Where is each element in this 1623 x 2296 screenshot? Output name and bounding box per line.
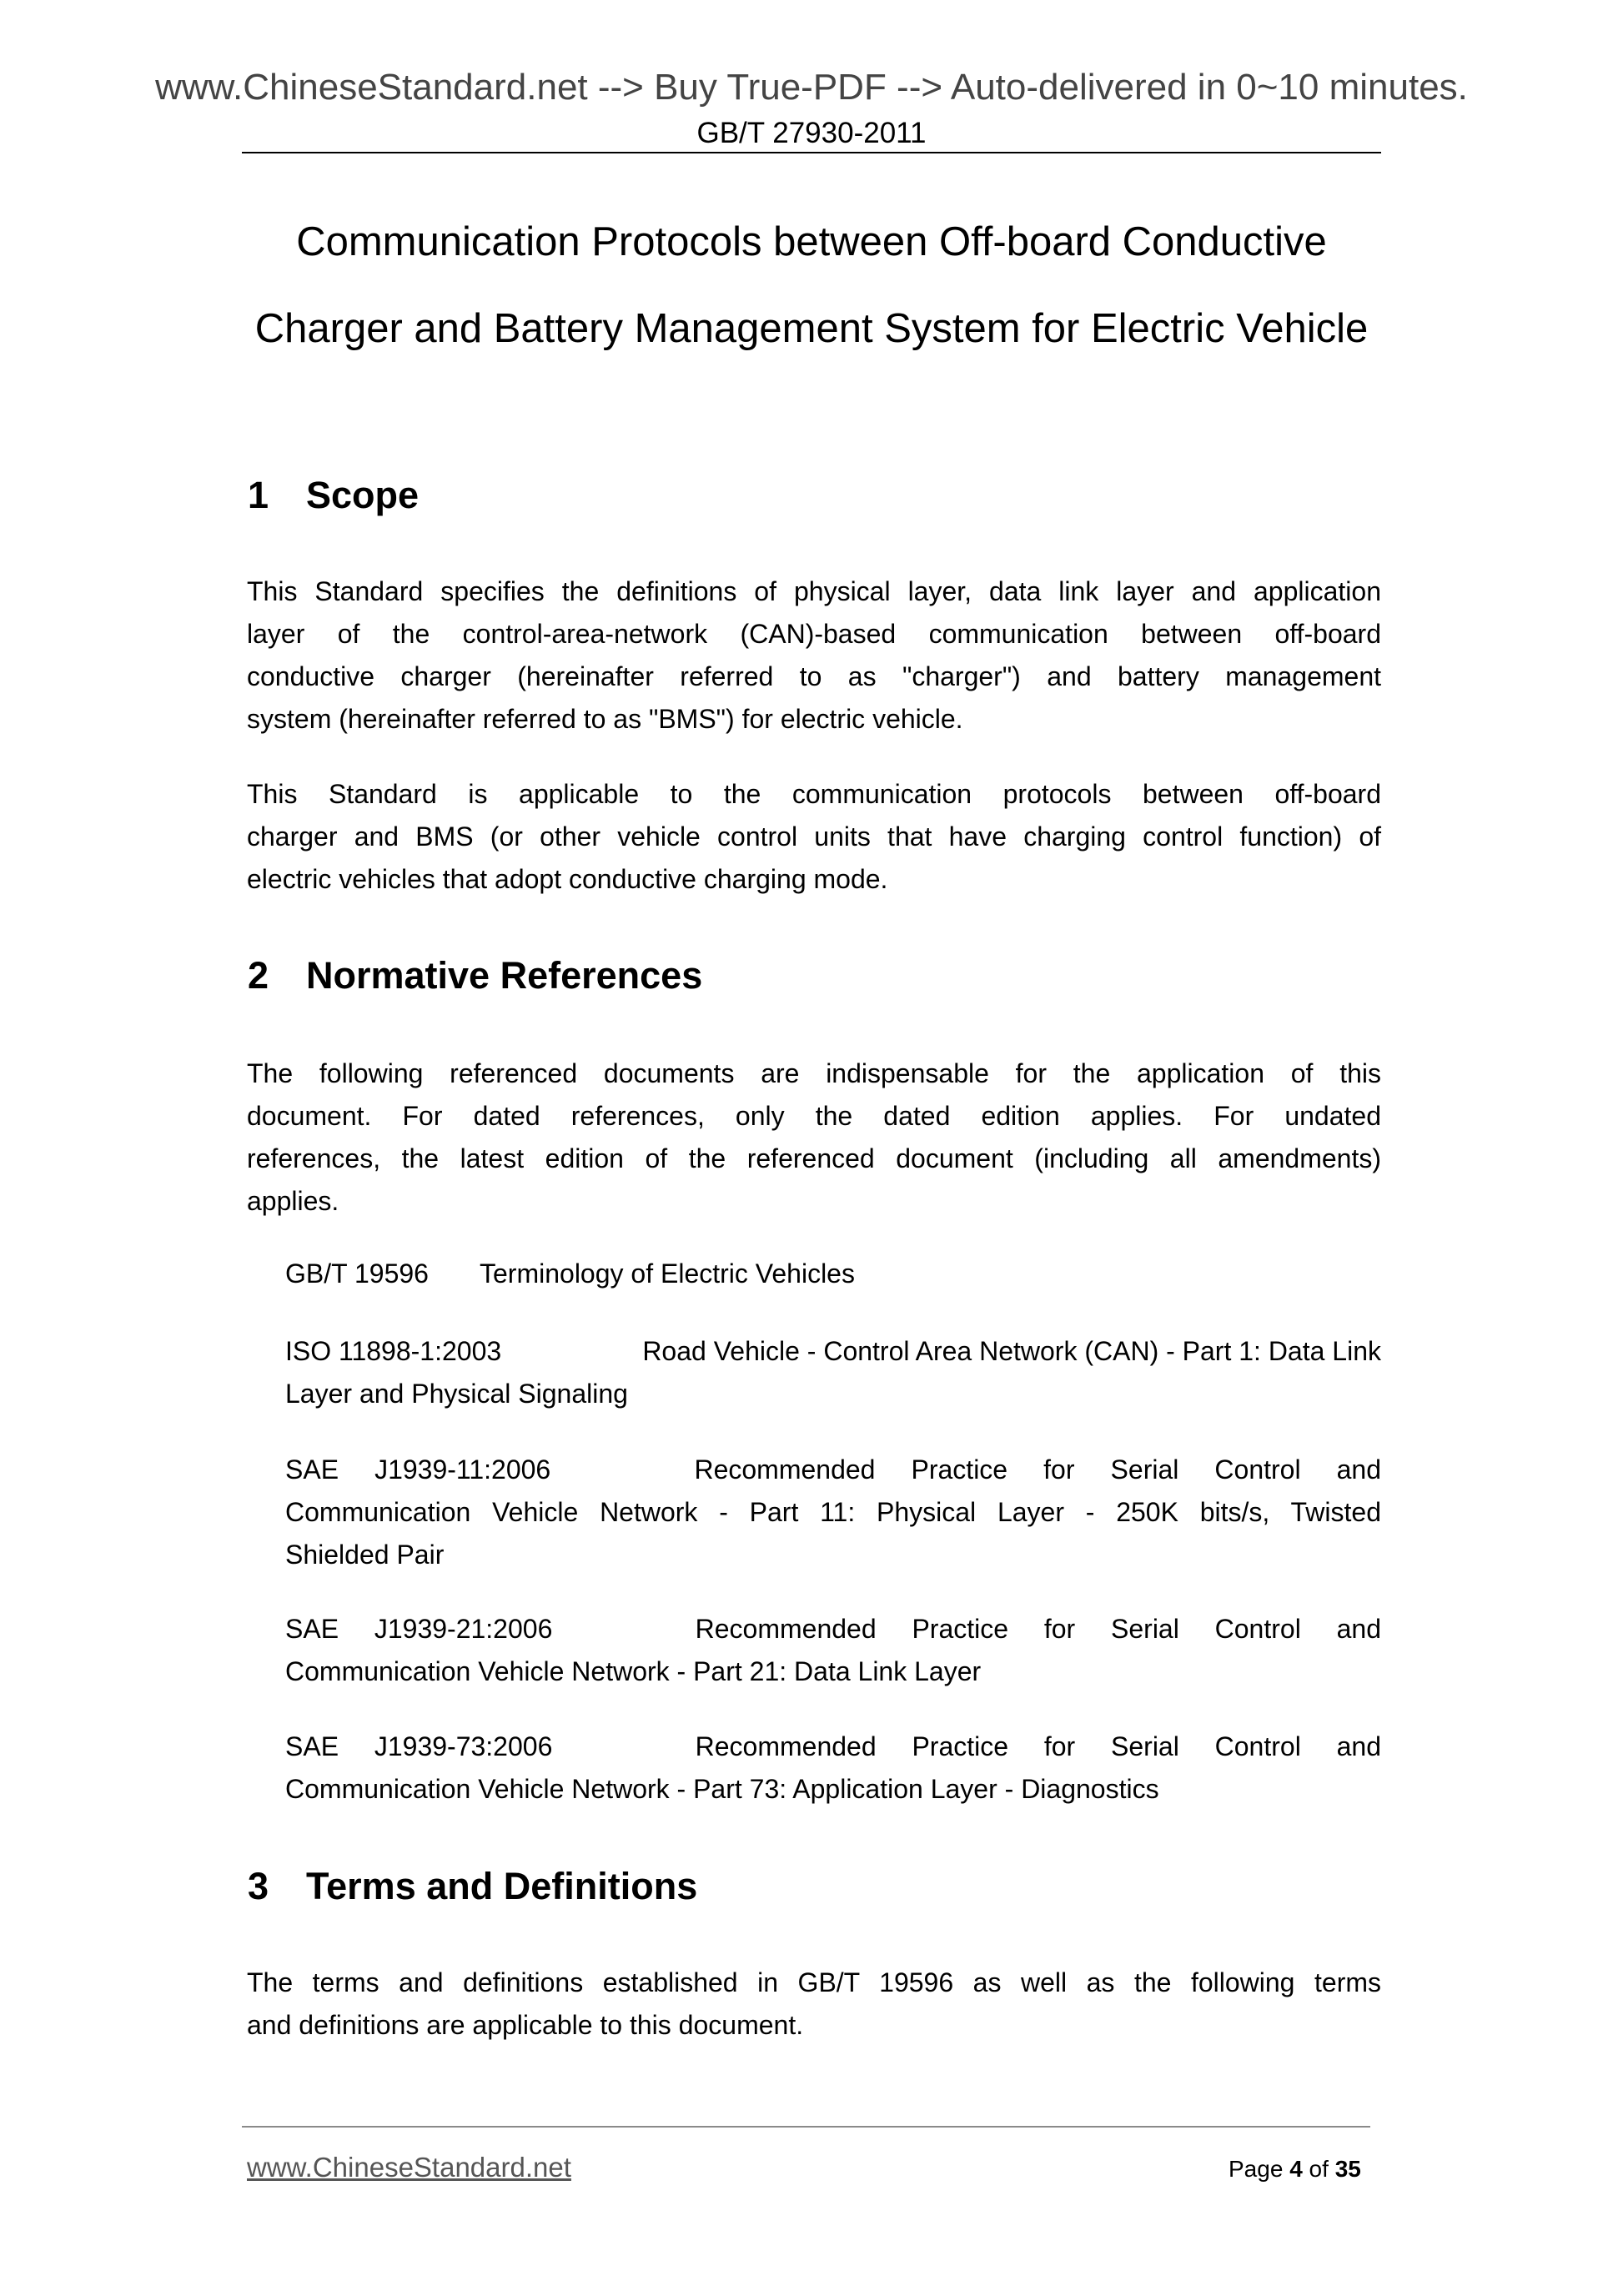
reference-title: Road Vehicle - Control Area Network (CAN) - Part 1: Data Link: [642, 1336, 1381, 1366]
reference-title: Recommended Practice for Serial Control and: [694, 1454, 1382, 1485]
paragraph-line: conductive charger (hereinafter referred to as "charger") and battery management: [247, 661, 1381, 691]
page-total: 35: [1334, 2156, 1361, 2182]
reference-title: Recommended Practice for Serial Control and: [695, 1614, 1382, 1644]
reference-item: [285, 1334, 1381, 1368]
footer-divider: [242, 2126, 1370, 2128]
reference-title-continued: Shielded Pair: [285, 1540, 445, 1570]
reference-title-continued: Layer and Physical Signaling: [285, 1379, 628, 1409]
reference-code: SAE J1939-73:2006: [285, 1731, 553, 1761]
reference-item: [285, 1257, 1381, 1290]
page-label: Page: [1229, 2156, 1284, 2182]
paragraph-line: electric vehicles that adopt conductive charging mode.: [247, 864, 888, 894]
footer-website-link[interactable]: www.ChineseStandard.net: [247, 2152, 571, 2183]
paragraph-line: and definitions are applicable to this document.: [247, 2010, 804, 2040]
page-indicator: [1229, 2155, 1361, 2183]
reference-code: SAE J1939-21:2006: [285, 1614, 553, 1644]
header-divider: [242, 152, 1381, 153]
section-title: Scope: [306, 474, 420, 516]
reference-title: Terminology of Electric Vehicles: [480, 1259, 855, 1289]
page-of-label: of: [1309, 2156, 1329, 2182]
reference-title-continued: Communication Vehicle Network - Part 21: Data Link Layer: [285, 1656, 982, 1686]
document-title-line-1: Communication Protocols between Off-board Conductive: [296, 219, 1327, 264]
paragraph-line: system (hereinafter referred to as "BMS") for electric vehicle.: [247, 704, 963, 734]
reference-code: GB/T 19596: [285, 1259, 429, 1289]
paragraph-line: The terms and definitions established in GB/T 19596 as well as the following terms: [247, 1967, 1381, 1997]
reference-title-continued: Communication Vehicle Network - Part 11: Physical Layer - 250K bits/s, Twisted: [285, 1497, 1381, 1527]
reference-item: [285, 1612, 1381, 1645]
paragraph-line: This Standard specifies the definitions of physical layer, data link layer and application: [247, 576, 1381, 606]
section-heading-normative-references: [248, 954, 702, 997]
section-number: 3: [248, 1865, 269, 1907]
section-number: 1: [248, 474, 269, 516]
section-number: 2: [248, 954, 269, 997]
paragraph-line: layer of the control-area-network (CAN)-based communication between off-board: [247, 619, 1381, 649]
paragraph-line: applies.: [247, 1186, 339, 1216]
paragraph-line: The following referenced documents are indispensable for the application of this: [247, 1058, 1381, 1088]
standard-code: GB/T 27930-2011: [696, 117, 927, 149]
section-heading-terms-and-definitions: [248, 1865, 697, 1908]
header-banner-link[interactable]: www.ChineseStandard.net --> Buy True-PDF --> Auto-delivered in 0~10 minutes.: [155, 67, 1468, 108]
reference-item: [285, 1730, 1381, 1763]
section-title: Terms and Definitions: [306, 1865, 698, 1907]
section-title: Normative References: [306, 954, 703, 997]
reference-code: ISO 11898-1:2003: [285, 1336, 502, 1366]
paragraph-line: references, the latest edition of the referenced document (including all amendments): [247, 1143, 1381, 1173]
section-heading-scope: [248, 474, 419, 517]
reference-title: Recommended Practice for Serial Control and: [695, 1731, 1382, 1761]
reference-item: [285, 1453, 1381, 1486]
paragraph-line: This Standard is applicable to the communication protocols between off-board: [247, 779, 1381, 809]
paragraph-line: document. For dated references, only the dated edition applies. For undated: [247, 1101, 1381, 1131]
paragraph-line: charger and BMS (or other vehicle control units that have charging control function) of: [247, 821, 1381, 852]
reference-code: SAE J1939-11:2006: [285, 1454, 551, 1485]
document-title-line-2: Charger and Battery Management System for Electric Vehicle: [254, 306, 1369, 351]
page-current: 4: [1289, 2156, 1303, 2182]
reference-title-continued: Communication Vehicle Network - Part 73: Application Layer - Diagnostics: [285, 1774, 1159, 1804]
